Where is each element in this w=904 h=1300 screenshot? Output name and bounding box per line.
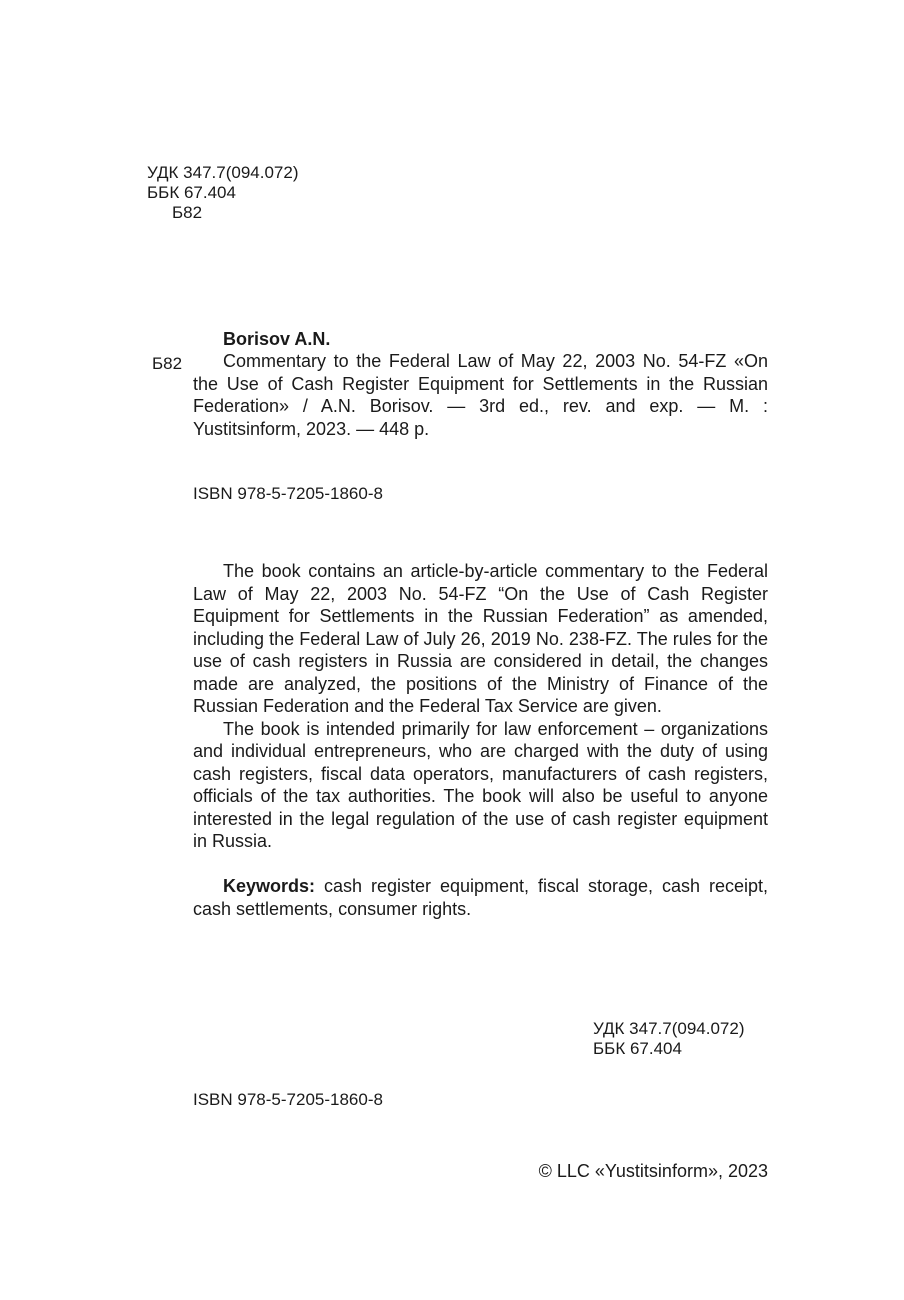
isbn-top: ISBN 978-5-7205-1860-8 bbox=[193, 484, 383, 503]
keywords-text: cash register equipment, fiscal storage, cash receipt, cash settlements, consumer rights. bbox=[193, 876, 768, 919]
isbn-bottom: ISBN 978-5-7205-1860-8 bbox=[193, 1090, 383, 1109]
bibliographic-entry: Commentary to the Federal Law of May 22, 2003 No. 54-FZ «On the Use of Cash Register Equipment for Settlements in the Russian Federation» / A.N. Borisov. — 3rd ed., rev. and exp. — M. : Yustitsinform, 2023. — 448 p. bbox=[193, 351, 768, 439]
author-mark: Б82 bbox=[172, 203, 203, 222]
card-author-mark: Б82 bbox=[152, 354, 183, 373]
author-name: Borisov A.N. bbox=[223, 329, 331, 349]
annotation-paragraph: The book contains an article-by-article commentary to the Federal Law of May 22, 2003 No. 54-FZ “On the Use of Cash Register Equipment for Settlements in the Russian Federation” as amended, including the Federal Law of July 26, 2019 No. 238-FZ. The rules for the use of cash registers in Russia are considered in detail, the changes made are analyzed, the positions of the Ministry of Finance of the Russian Federation and the Federal Tax Service are given. bbox=[193, 561, 768, 716]
copyright: © LLC «Yustitsinform», 2023 bbox=[538, 1161, 768, 1181]
udk-code-bottom: УДК 347.7(094.072) bbox=[593, 1019, 745, 1038]
udk-code: УДК 347.7(094.072) bbox=[147, 163, 299, 182]
bbk-code-bottom: ББК 67.404 bbox=[593, 1039, 682, 1058]
bbk-code: ББК 67.404 bbox=[147, 183, 236, 202]
bottom-classification-block bbox=[593, 1019, 745, 1059]
annotation bbox=[193, 560, 768, 853]
keywords bbox=[193, 875, 768, 920]
top-classification-block bbox=[147, 163, 299, 223]
annotation-paragraph: The book is intended primarily for law enforcement – organizations and individual entrepreneurs, who are charged with the duty of using cash registers, fiscal data operators, manufacturers of cash registers, officials of the tax authorities. The book will also be useful to anyone interested in the legal regulation of the use of cash register equipment in Russia. bbox=[193, 718, 768, 851]
keywords-label: Keywords: bbox=[223, 876, 316, 896]
